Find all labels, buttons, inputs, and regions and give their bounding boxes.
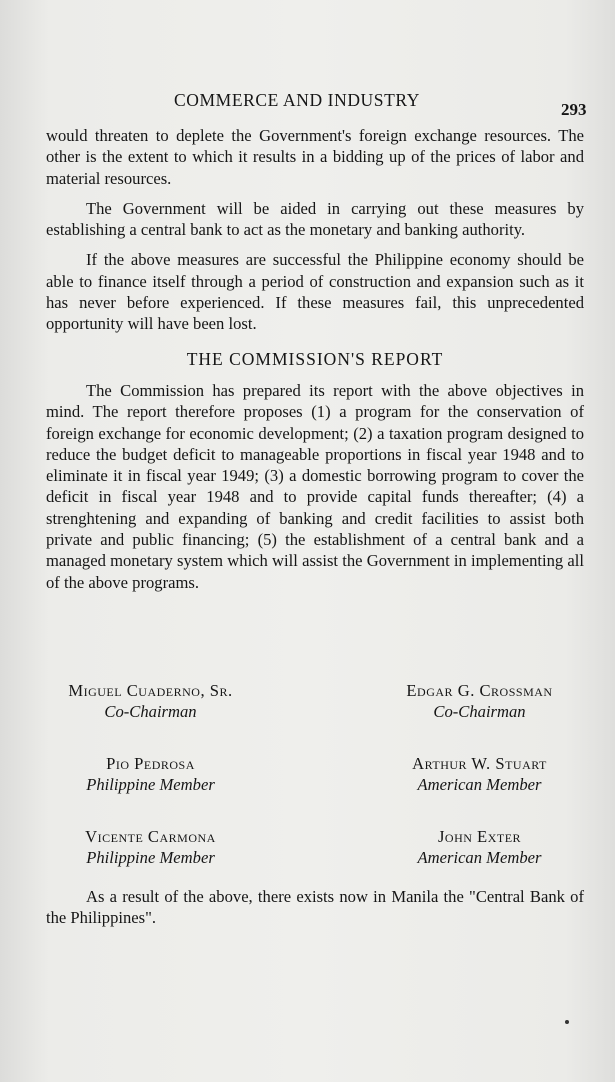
signatory-role: American Member [417, 848, 542, 867]
signatory-name: Pio Pedrosa [106, 754, 195, 773]
signatory-name: Vicente Carmona [85, 827, 216, 846]
signatory-role: Philippine Member [86, 775, 215, 794]
paragraph-report: The Commission has prepared its report with the above objectives in mind. The report therefore proposes (1) a program for the conservation of foreign exchange for economic development; (2) a taxation program designed to reduce the budget deficit to manageable proportions in fiscal year 1948 and to eliminate it in fiscal year 1949; (3) a domestic borrowing program to cover the deficit in fiscal year 1948 and to provide capital funds thereafter; (4) a strenghtening and expanding of banking and credit facilities to assist both private and public financing; (5) the establishment of a central bank and a managed monetary system which will assist the Government in implementing all of the above programs. [46, 380, 584, 592]
signatory [315, 680, 584, 722]
signatory-role: Co-Chairman [104, 702, 197, 721]
body-text [46, 125, 584, 593]
signature-block [46, 680, 584, 868]
paragraph-central-bank: The Government will be aided in carrying out these measures by establishing a central bank to act as the monetary and banking authority. [46, 198, 584, 240]
signatory-name: Miguel Cuaderno, Sr. [68, 681, 233, 700]
section-title: THE COMMISSION'S REPORT [186, 348, 444, 369]
signatory-role: American Member [417, 775, 542, 794]
signatory-role: Philippine Member [86, 848, 215, 867]
print-speck [565, 1020, 569, 1024]
signatory-name: Arthur W. Stuart [412, 754, 547, 773]
signatory [46, 753, 315, 795]
signatory-role: Co-Chairman [433, 702, 526, 721]
signatory [315, 826, 584, 868]
paragraph-continuation: would threaten to deplete the Government's foreign exchange resources. The other is the extent to which it results in a bidding up of the prices of labor and material resources. [46, 126, 584, 188]
running-title: COMMERCE AND INDUSTRY [174, 90, 420, 110]
signatory [46, 826, 315, 868]
closing-text [46, 886, 584, 929]
paragraph-economy: If the above measures are successful the Philippine economy should be able to finance itself through a period of construction and expansion such as it has never before experienced. If these measures fail, this unprecedented opportunity will have been lost. [46, 250, 584, 334]
page-number: 293 [561, 100, 587, 119]
signatory-name: John Exter [437, 827, 522, 846]
signatory-name: Edgar G. Crossman [406, 681, 553, 700]
signatory [315, 753, 584, 795]
closing-paragraph: As a result of the above, there exists now in Manila the "Central Bank of the Philippines". [46, 887, 584, 928]
signatory [46, 680, 315, 722]
